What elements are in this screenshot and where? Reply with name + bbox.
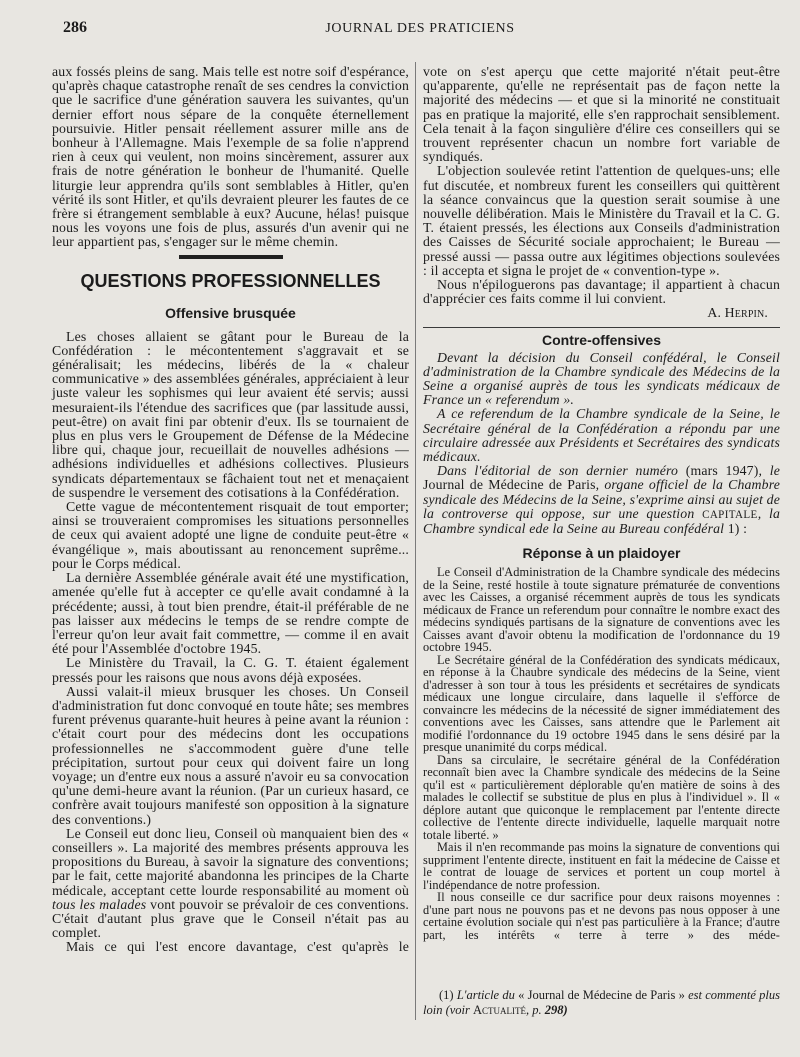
body-paragraph: La dernière Assemblée générale avait été une mystification, amenée qu'elle fut à accepter ce qu'elle avait condamné à la précédente; aussi, à tout bien prendre, était-il préférable de ne pas laisser aux médecins le temps de se rendre compte de l'erreur qu'on leur avait fait commettre, — comme il en avait été pour l'Assemblée d'octobre 1945. [52,570,409,657]
body-paragraph: Mais ce qui l'est encore davantage, c'est qu'après le [66,939,409,955]
author-signature: A. Herpin. [707,305,768,321]
small-paragraph: Dans sa circulaire, le secrétaire général de la Confédération reconnaît bien avec la Chambre syndicale des médecins de la Seine qu'il est « particulièrement déplorable qu'en matière de soins à des malades le collectif se substitue de plus en plus à l'individuel ». Il « déplore autant que quiconque le remplacement par l'entente directe collective de l'entente directe individuelle, laquelle marquait notre totale liberté. » [423,752,780,842]
journal-name: Journal de Médecine de Paris [423,477,596,493]
small-text-block [423,566,780,941]
subsection-title: Contre-offensives [541,331,662,348]
body-paragraph: vote on s'est aperçu que cette majorité n'était peut-être qu'apparente, qu'elle ne représentait pas de façon nette la majorité des médecins — et que si la minorité ne constituait pas en pratique la majorité, elle s'en rapprochait sensiblement. Cela tenait à la façon singulière d'élire ces conseillers qui se trouvent représenter chacun un nombre fort variable de syndiqués. [423,64,780,165]
text-segment: vont pouvoir se prévaloir de ces conventions. C'était d'autant plus grave que le Conseil n'était pas au complet. [52,896,410,941]
body-paragraph: Les choses allaient se gâtant pour le Bureau de la Confédération : le mécontentement s'aggravait et se généralisait; les médecins, libérés de la « chaleur communicative » des assemblées générales, appréciaient à leur juste valeur les sophismes qui leur avaient été servis; aussi mesuraient-ils l'étendue des sacrifices que (par lassitude aussi, peut-être) on avait fini par obtenir d'eux. Ils se tournaient de plus en plus vers le Groupement de Défense de la Médecine libre qui, chaque jour, recueillait de nouvelles adhésions — adhésions individuelles et adhésions collectives. Plusieurs syndicats départementaux se fâchaient tout net et menaçaient de suspendre le versement des cotisations à la Confédération. [52,328,409,500]
small-paragraph: Mais il n'en recommande pas moins la signature de conventions qui suppriment l'entente directe, instituent en fait la médecine de Caisse et le contrat de louage de services et portent un coup mortel à l'indépendance de notre profession. [423,840,780,892]
body-paragraph: Cette vague de mécontentement risquait de tout emporter; ainsi se trouveraient compromises les situations personnelles de ceux qui avaient adopté une ligne de conduite peut-être « évangélique », mais aboutissant au renoncement suprême... pour le Corps médical. [52,499,409,571]
footnote-journal-name: « Journal de Médecine de Paris » [518,988,689,1002]
body-paragraph [52,827,409,941]
italic-paragraph: A ce referendum de la Chambre syndicale de la Seine, le Secrétaire général de la Confédération a répondu par une circulaire adressée aux Présidents et Secrétaires des syndicats médicaux. [423,406,780,465]
italic-paragraph: Devant la décision du Conseil confédéral, le Conseil d'administration de la Chambre syndicale des Médecins de la Seine a organisé auprès de tous les syndicats médicaux de France un « referendum ». [423,349,780,408]
section-title: QUESTIONS PROFESSIONNELLES [80,270,381,291]
text-segment: Le Conseil eut donc lieu, Conseil où manquaient bien des « conseillers ». La majorité des membres présents approuva les propositions du Bureau, à savoir la signature des conventions; par le fait, cette majorité abandonna les principes de la Charte médicale, acceptant cette lourde responsabilité au moment où [52,825,409,898]
italic-segment: , le [758,463,780,479]
footnote-reference: 1) : [724,521,748,537]
body-paragraph: Nous n'épiloguerons pas davantage; il appartient à chacun d'apprécier ces faits comme il lui convient. [423,277,780,307]
italic-segment: , organe officiel de la Chambre syndicale des Médecins de la Seine, s'exprime ainsi au sujet de la controverse qui oppose, sur une question [423,477,780,521]
intro-paragraph: aux fossés pleins de sang. Mais telle est notre soif d'espérance, qu'après chaque catastrophe renaît de ses cendres la conviction que le sacrifice d'une génération sauvera les suivantes, qu'un dernier effort nous sépare de la conquête éternellement poursuivie. Hitler pensait réellement assurer mille ans de bonheur à l'Allemagne. Mais l'exemple de sa folie n'apprend rien à ceux qui veulent, non moins sincèrement, assurer aux frais de notre génération le bonheur de l'humanité. Quelle liturgie leur apprendra qu'ils sont semblables à Hitler, qu'en vérité ils sont Hitler, et qu'ils devraient pleurer les fautes de ce frère si étrangement semblable à eux? Aucune, hélas! puisque nous les voyons une fois de plus, assurés d'un avenir qui ne leur appartient pas, s'engager sur le même chemin. [52,64,409,250]
body-paragraph: L'objection soulevée retint l'attention de quelques-uns; elle fut discutée, et nombreux furent les conseillers qui quittèrent la séance convaincus que la question serait soumise à une nouvelle délibération. Mais le Ministère du Travail et la C. G. T. étaient pressés, les élections aux Conseils d'administration des Caisses de Sécurité sociale approchaient; le Bureau — pressé aussi — passa outre aux légitimes objections soulevées : il accepta et signa le projet de « convention-type ». [423,163,780,278]
italic-paragraph [423,464,780,536]
italic-segment: , la Chambre syndical ede la Seine au Bureau confédéral [423,505,781,537]
emphasis-text: tous les malades [52,896,147,912]
footnote-page: 298) [544,1003,568,1017]
date-text: (mars 1947) [685,463,759,479]
footnote-italic: L'article du [456,988,519,1002]
footnote-section-name: Actualité [473,1003,527,1017]
subsection-title: Réponse à un plaidoyer [522,545,681,562]
footnote [423,988,780,1018]
italic-block [423,351,780,537]
small-paragraph: Il nous conseille ce dur sacrifice pour deux raisons moyennes : d'une part nous ne pouvons pas et ne devons pas nous opposer à une certaine évolution sociale qui n'est pas particulière à la France; d'autre part, les intérêts « terre à terre » des méde- [423,890,780,942]
small-paragraph: Le Conseil d'Administration de la Chambre syndicale des médecins de la Seine, resté hostile à toute signature prématurée de conventions avec les Caisses, a organisé récemment auprès de tous les syndicats médicaux de France un referendum pour connaître le nombre exact des médecins syndiqués partisans de la signature de conventions avec les Caisses avant d'avoir obtenu la modification de l'ordonnance du 19 octobre 1945. [423,565,780,655]
right-column [423,65,780,941]
left-column [52,65,409,955]
small-paragraph: Le Secrétaire général de la Confédération des syndicats médicaux, en réponse à la Chaubre syndicale des médecins de la Seine, vient d'adresser à son tour à tous les présidents et secrétaires de syndicats médicaux une longue circulaire, dans laquelle il s'efforce de convaincre les médecins de la nécessité de signer immédiatement des conventions avec les Caisses, sans attendre que le Parlement ait modifié l'ordonnance du 19 octobre 1945 dans le sens désiré par la presque unanimité du corps médical. [423,652,780,755]
article-title: Offensive brusquée [165,304,296,321]
journal-title: JOURNAL DES PRATICIENS [325,21,515,36]
footnote-marker: (1) [439,988,457,1002]
subsection-rule [423,327,780,328]
body-paragraph: Aussi valait-il mieux brusquer les choses. Un Conseil d'administration fut donc convoqué en toute hâte; ses membres furent prévenus quarante-huit heures à peine avant la réunion : c'était court pour des médecins dont les occupations professionnelles ne s'accommodent guère d'une telle précipitation, surtout pour ceux qui doivent faire un long voyage; un d'entre eux nous a assuré n'avoir eu sa convocation qu'une demi-heure avant la réunion. (Par un curieux hasard, ce confrère avait toujours manifesté son opposition à la signature des conventions.) [52,683,409,827]
small-caps-word: CAPITALE [702,508,758,521]
column-divider [415,62,416,1020]
italic-segment: Dans l'éditorial de son dernier numéro [437,463,686,479]
footnote-italic: est commenté plus loin (voir [423,988,780,1017]
body-paragraph: Le Ministère du Travail, la C. G. T. étaient également pressés pour les raisons que nous avons déjà exposées. [52,655,409,685]
section-divider [179,255,283,259]
page-number: 286 [63,19,87,36]
footnote-italic: , p. [526,1003,545,1017]
